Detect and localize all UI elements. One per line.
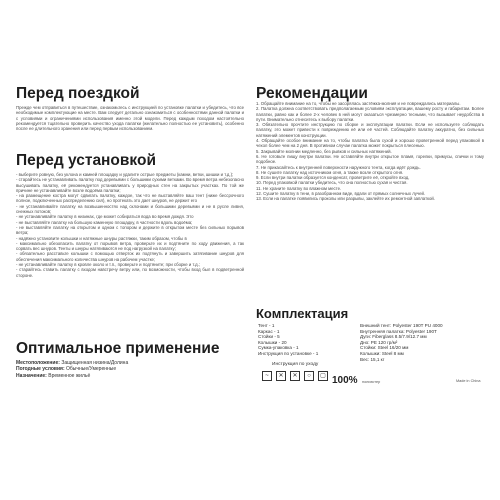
- paragraph: - на размещение костра могут сдвигать палатку, каждое, так что не выставляйте ваш тент (ниже бессрочного полное, подключенных распределению сил), но протекать это дает шнуров, не держит его: [16, 193, 244, 204]
- paragraph: - максимально обезопасить палатку от порывов ветра, проверьте их и подтяните по ходу движения, а так сорвать вес шнуров. Тенты и шнуры натягиваются не под нагрузкой на палатку;: [16, 240, 244, 252]
- title-recommendations: Рекомендации: [256, 85, 368, 102]
- reco-item: 2. Палатка должна соответствовать предполагаемым условиям эксплуатации, вашему росту и габаритам. Более палатки, равно как и более 2-х человек в ней могут оказаться чрезмерно тесными, что вызывает неудобства в пути. Внимательно отнеситесь к выбору палатки.: [256, 106, 484, 122]
- material-item: Внешний тент: Polyester 190T PU 4000: [360, 323, 443, 328]
- paragraph: Прежде чем отправиться в путешествие, ознакомьтесь с инструкцией по установке палатки и убедитесь, что все необходимые комплектующие на месте. Вам следует детально ознакомиться с особенностями данной палатки и с условиями и ограничениями использования именно этой модели. Перед каждым походом настоятельно рекомендуется тщательно проверить качество ухода палатки (желательно полностью ее установить), особенно после ее длительного хранения или перед первым использованием.: [16, 105, 244, 132]
- reco-item: 12. Сушите палатку в тени, в разобранном виде, вдали от прямых солнечных лучей.: [256, 191, 426, 197]
- material-item: Колышки: Steel 8 мм: [360, 350, 404, 356]
- place-value: Защищенная низина/Долина: [61, 360, 129, 366]
- title-before-setup: Перед установкой: [16, 152, 156, 169]
- reco-item: 7. Не прикасайтесь к внутренней поверхности наружного тента, когда идёт дождь.: [256, 164, 421, 170]
- reco-item: 1. Обращайте внимание на то, чтобы не засорялась застёжка-молния и не повреждались материалы.: [256, 101, 461, 106]
- purpose-label: Назначение:: [16, 372, 47, 379]
- kit-items-list: [258, 323, 358, 357]
- paragraph: - выберите ровную, без уклона и камней площадку и удалите острые предметы (камни, ветки, шишки и т.д.);: [16, 172, 234, 177]
- fabric-name: полиэстер: [362, 380, 381, 384]
- weather-label: Погодные условия:: [16, 366, 65, 373]
- reco-item: 10. Перед упаковкой палатки убедитесь, что она полностью сухая и чистая.: [256, 180, 408, 186]
- paragraph: - обязательно расставьте колышки с помощью отверток их подтянуть и завершить затягивание шнуров для обеспечения максимального количества шнуров на рабочем участке;: [16, 251, 244, 262]
- kit-item: Каркас - 1: [258, 328, 280, 334]
- weather-value: Обычные/Умеренные: [66, 366, 117, 373]
- no-tumble-dry-icon: ▢: [318, 371, 328, 381]
- reco-item: 5. Закрывайте молнии медленно, без рывков и сильных натяжений.: [256, 148, 392, 154]
- material-item: Вес: 15,1 кг: [360, 356, 385, 362]
- before-trip-text: [16, 105, 244, 131]
- reco-item: 4. Обращайте особое внимание на то, чтобы палатка была сухой и хорошо проветренной перед упаковкой в чехол более чем на 2 дня. В противном случае палатка может покрыться плесенью.: [256, 138, 484, 149]
- title-before-trip: Перед поездкой: [16, 85, 140, 102]
- optimal-use-list: [16, 360, 244, 379]
- reco-item: 8. Не сушите палатку над источником огня, а также возле открытого огня.: [256, 169, 404, 175]
- paragraph: - не устанавливайте палатку в кровле около и т.п., проверьте и подтяните; при сборке и т.д.;: [16, 262, 201, 268]
- care-icons-row: [262, 371, 328, 381]
- paragraph: - не устанавливайте палатку на возвышенностях над склонами и большими деревьями и не в русле ливня, снежных потоков;: [16, 203, 244, 215]
- fabric-percent: 100%: [332, 375, 358, 386]
- reco-item: 9. Если внутри палатки образуется конденсат, проветрите её, откройте вход.: [256, 175, 410, 181]
- made-in-label: Made in China: [456, 379, 481, 383]
- paragraph: - не выставляйте палатку на большую каменную площадку, в частности вдоль водоёма;: [16, 219, 193, 225]
- title-optimal-use: Оптимальное применение: [16, 340, 220, 357]
- recommendations-list: [256, 101, 484, 202]
- kit-item: Тент - 1: [258, 323, 275, 328]
- no-iron-icon: ✕: [290, 371, 300, 381]
- purpose-value: Временное жильё: [48, 372, 91, 379]
- material-item: Дно: PE 120 гр/м²: [360, 339, 398, 345]
- purpose-row: [16, 373, 244, 379]
- kit-item: Стойки - 5: [258, 334, 280, 340]
- place-label: Местоположение:: [16, 360, 60, 366]
- paragraph: - старайтесь ставить палатку с входом навстречу ветру или, по возможности, чтобы вход был в подветренной стороне.: [16, 267, 244, 278]
- paragraph: - не выставляйте палатку на открытом и одном с топором и держите в открытом месте без сильных порывов ветра;: [16, 224, 244, 236]
- material-item: Дуги: Fiberglass 8.5/7.9/12.7 мм: [360, 334, 427, 340]
- paragraph: - не устанавливайте палатку в низинах, где может собираться вода во время дождя. Это: [16, 214, 194, 220]
- kit-materials-list: [360, 323, 484, 362]
- material-item: Внутренняя палатка: Polyester 190T: [360, 328, 437, 334]
- hand-wash-icon: ~: [262, 371, 272, 381]
- kit-item: Сумка-упаковка - 1: [258, 345, 299, 351]
- title-kit: Комплектация: [256, 306, 349, 321]
- kit-item: Колышки - 20: [258, 339, 287, 345]
- reco-item: 3. Обязательно прочтите инструкцию по сборке и эксплуатации палатки. Если не используете соблюдать палатку, это может привести к повреждению её или её частей. Соблюдайте палатку аккуратно, без сильных натяжений элементов конструкции.: [256, 122, 484, 138]
- no-dryclean-icon: ○: [304, 371, 314, 381]
- material-item: Стойки: Steel 16/20 мм: [360, 345, 409, 351]
- fabric-composition: [332, 370, 380, 388]
- paragraph: - старайтесь не устанавливать палатку под деревьями с большими сухими ветками. Во время ветра небезопасно высушивать палатку, её рекомендуется устанавливать у природных стен на закрытых участках. По той же причине не устанавливайте возле водоёма палатки;: [16, 177, 244, 193]
- kit-item: Инструкция по установке - 1: [258, 350, 319, 356]
- reco-item: 13. Если на палатке появились проколы или разрывы, заклейте их ремонтной заплаткой.: [256, 196, 435, 202]
- no-bleach-icon: ✕: [276, 371, 286, 381]
- paragraph: - надёжно установите колышки и натяжные шнуры растяжки, таким образом, чтобы в: [16, 235, 187, 241]
- before-setup-text: [16, 172, 244, 278]
- reco-item: 11. Не храните палатку во влажном месте.: [256, 185, 342, 191]
- reco-item: 6. Не готовьте пищу внутри палатки. Не оставляйте внутри открытое пламя, горелки, примусы, спички и тому подобное.: [256, 153, 484, 165]
- care-title: Инструкция по уходу: [272, 362, 319, 367]
